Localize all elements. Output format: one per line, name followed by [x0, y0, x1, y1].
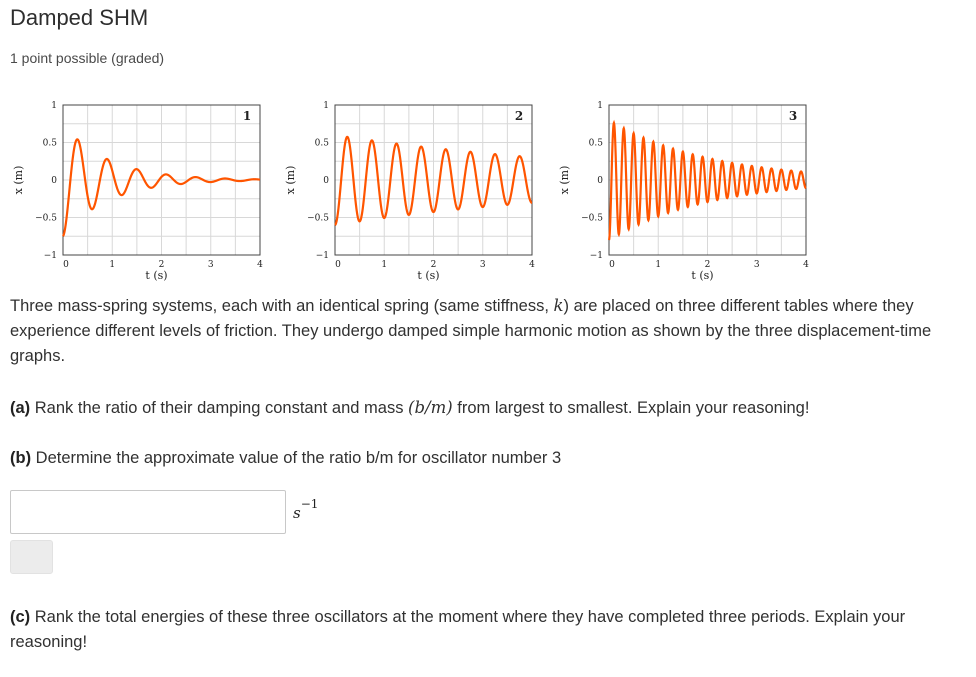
- y-tick-label: −1: [43, 251, 57, 261]
- question-c-label: (c): [10, 608, 31, 626]
- x-tick-label: 3: [207, 260, 214, 270]
- question-b: [10, 446, 960, 471]
- answer-status-indicator: [10, 540, 53, 574]
- question-b-label: (b): [10, 449, 32, 467]
- x-tick-label: 2: [704, 260, 711, 270]
- question-b-text: Determine the approximate value of the ratio b/m for oscillator number 3: [31, 449, 562, 467]
- y-tick-label: −0.5: [35, 213, 57, 224]
- question-c: [10, 605, 960, 655]
- chart-2: [272, 92, 537, 292]
- y-tick-label: 0: [51, 176, 57, 186]
- x-axis-label: t (s): [145, 269, 168, 282]
- graph-number-label: 2: [514, 109, 524, 123]
- x-tick-label: 0: [63, 260, 69, 270]
- y-tick-label: −1: [589, 251, 603, 261]
- y-tick-label: −0.5: [581, 213, 603, 224]
- y-tick-label: 1: [51, 101, 57, 111]
- y-tick-label: 0.5: [588, 138, 603, 149]
- problem-title: Damped SHM: [10, 5, 149, 30]
- points-label: 1 point possible (graded): [10, 50, 165, 66]
- x-tick-label: 1: [109, 260, 116, 270]
- unit-base: s: [293, 504, 301, 522]
- x-tick-label: 4: [257, 260, 263, 270]
- unit-exponent: −1: [300, 497, 319, 511]
- y-tick-label: −0.5: [307, 213, 329, 224]
- graph-number-label: 3: [788, 109, 798, 123]
- intro-rest: ) are placed on three different tables where they experience different levels of friction. They undergo damped simple harmonic motion as shown by the three displacement-time graphs.: [10, 297, 932, 365]
- x-tick-label: 4: [803, 260, 809, 270]
- y-axis-label: x (m): [558, 165, 571, 195]
- question-a-math: (b/m): [408, 398, 453, 417]
- x-tick-label: 2: [430, 260, 437, 270]
- question-a-text: Rank the ratio of their damping constant and mass: [30, 399, 409, 417]
- x-tick-label: 0: [609, 260, 615, 270]
- x-axis-label: t (s): [691, 269, 714, 282]
- question-a-label: (a): [10, 399, 31, 417]
- y-tick-label: −1: [315, 251, 329, 261]
- graph-number-label: 1: [242, 109, 252, 123]
- intro-k: k: [553, 296, 564, 315]
- x-tick-label: 4: [529, 260, 535, 270]
- y-tick-label: 0: [597, 176, 603, 186]
- question-c-text: Rank the total energies of these three oscillators at the moment where they have completed three periods. Explain your reasoning!: [10, 608, 906, 651]
- x-axis-label: t (s): [417, 269, 440, 282]
- x-tick-label: 0: [335, 260, 341, 270]
- y-tick-label: 1: [323, 101, 329, 111]
- x-tick-label: 1: [381, 260, 388, 270]
- y-axis-label: x (m): [12, 165, 25, 195]
- x-tick-label: 2: [158, 260, 165, 270]
- x-tick-label: 3: [753, 260, 760, 270]
- intro-paragraph: [10, 293, 960, 369]
- y-tick-label: 1: [597, 101, 603, 111]
- y-tick-label: 0.5: [42, 138, 57, 149]
- question-a: [10, 395, 960, 421]
- x-tick-label: 3: [479, 260, 486, 270]
- intro-text: Three mass-spring systems, each with an identical spring (same stiffness,: [10, 297, 554, 315]
- question-a-rest: from largest to smallest. Explain your reasoning!: [452, 399, 810, 417]
- charts-container: [0, 92, 820, 292]
- y-axis-label: x (m): [284, 165, 297, 195]
- x-tick-label: 1: [655, 260, 662, 270]
- answer-unit: [293, 497, 319, 522]
- chart-3: [546, 92, 811, 292]
- chart-1: [0, 92, 265, 292]
- answer-input[interactable]: [10, 490, 286, 534]
- y-tick-label: 0: [323, 176, 329, 186]
- y-tick-label: 0.5: [314, 138, 329, 149]
